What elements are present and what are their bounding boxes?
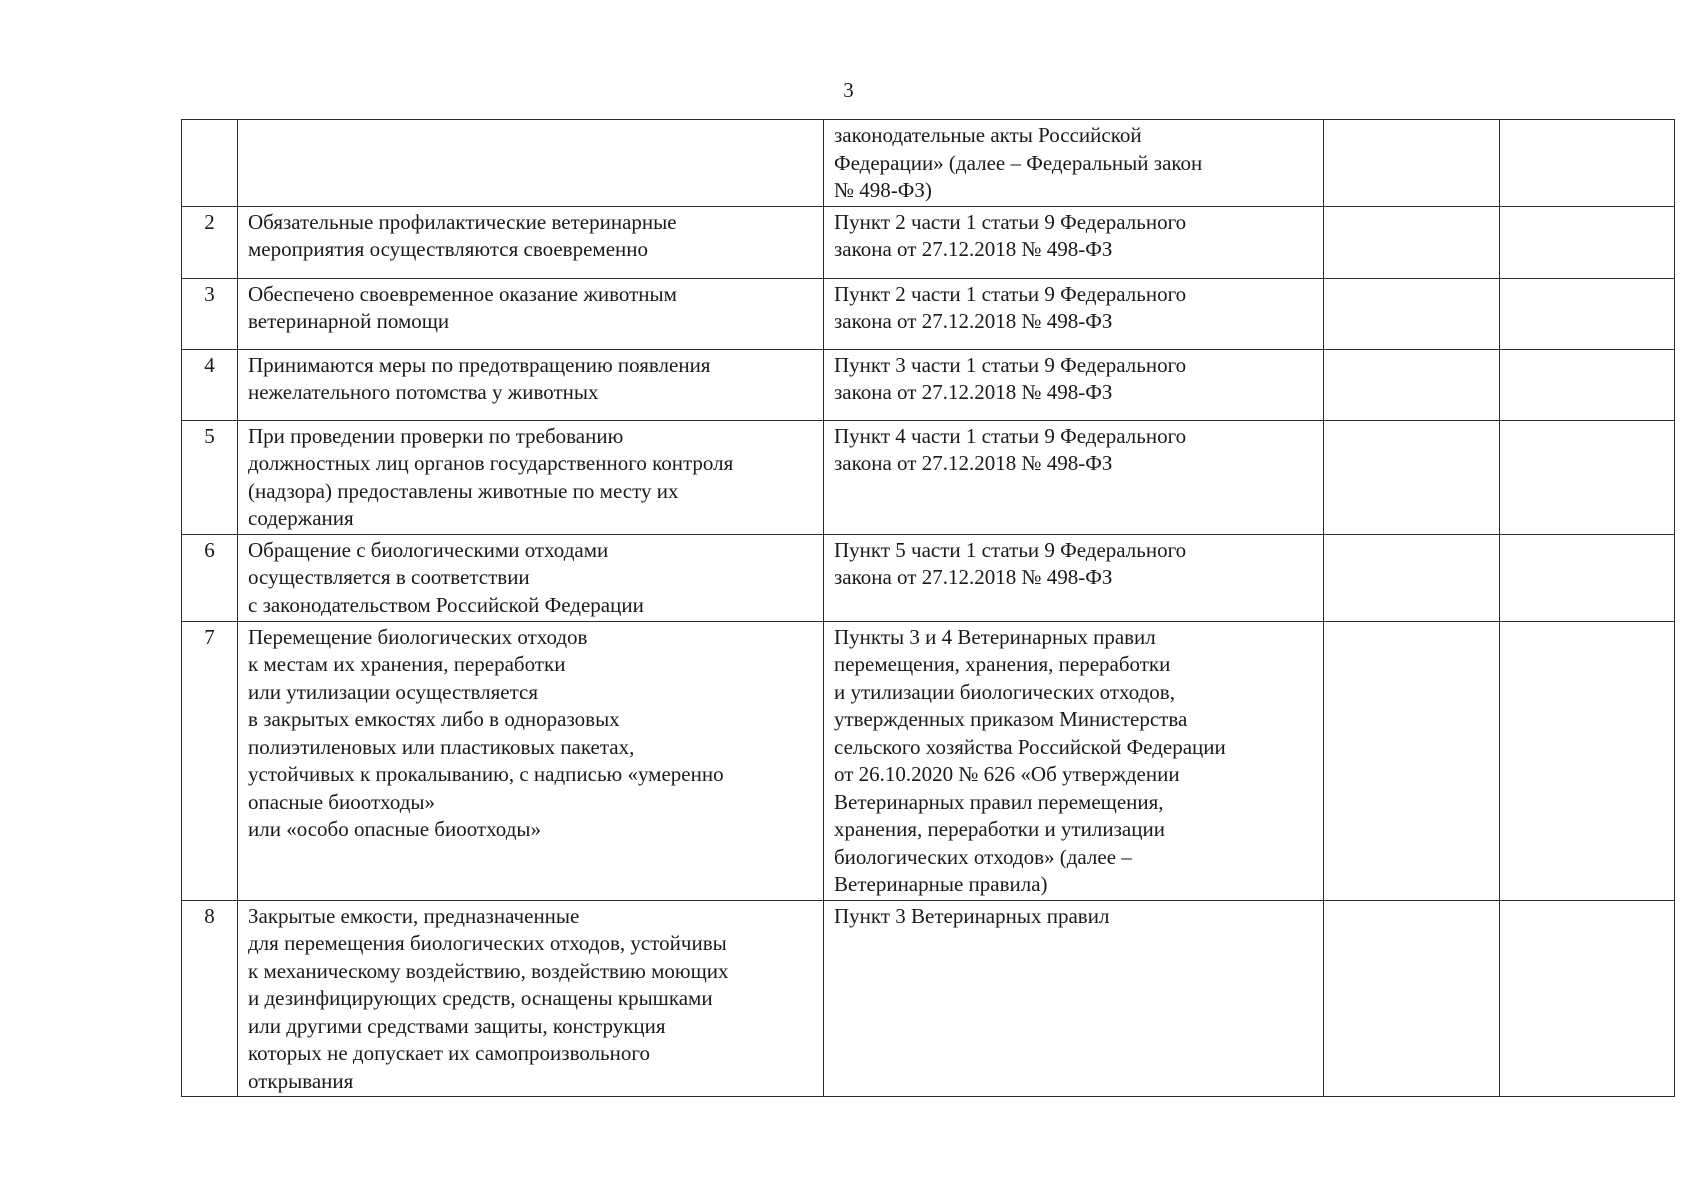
answer-cell — [1324, 621, 1500, 900]
legal-reference-cell: Пункт 2 части 1 статьи 9 Федерального закона от 27.12.2018 № 498-ФЗ — [824, 206, 1324, 278]
legal-reference-cell: Пункт 3 части 1 статьи 9 Федерального закона от 27.12.2018 № 498-ФЗ — [824, 349, 1324, 420]
legal-reference-cell: Пункт 4 части 1 статьи 9 Федерального закона от 27.12.2018 № 498-ФЗ — [824, 420, 1324, 534]
row-number: 6 — [182, 534, 238, 621]
row-number: 7 — [182, 621, 238, 900]
legal-reference-cell: Пункт 2 части 1 статьи 9 Федерального закона от 27.12.2018 № 498-ФЗ — [824, 278, 1324, 349]
table-row — [182, 621, 1675, 900]
answer-cell — [1324, 206, 1500, 278]
table-row — [182, 534, 1675, 621]
note-cell — [1500, 206, 1675, 278]
row-number: 8 — [182, 900, 238, 1097]
row-number: 2 — [182, 206, 238, 278]
requirement-cell — [238, 120, 824, 207]
legal-reference-cell: Пункты 3 и 4 Ветеринарных правил перемещения, хранения, переработки и утилизации биологических отходов, утвержденных приказом Министерства сельского хозяйства Российской Федерации от 26.10.2020 № 626 «Об утверждении Ветеринарных правил перемещения, хранения, переработки и утилизации биологических отходов» (далее – Ветеринарные правила) — [824, 621, 1324, 900]
requirement-cell: Принимаются меры по предотвращению появления нежелательного потомства у животных — [238, 349, 824, 420]
note-cell — [1500, 420, 1675, 534]
legal-reference-cell: Пункт 3 Ветеринарных правил — [824, 900, 1324, 1097]
answer-cell — [1324, 900, 1500, 1097]
note-cell — [1500, 349, 1675, 420]
requirement-cell: Перемещение биологических отходов к местам их хранения, переработки или утилизации осуществляется в закрытых емкостях либо в одноразовых полиэтиленовых или пластиковых пакетах, устойчивых к прокалыванию, с надписью «умеренно опасные биоотходы» или «особо опасные биоотходы» — [238, 621, 824, 900]
row-number: 4 — [182, 349, 238, 420]
row-number: 5 — [182, 420, 238, 534]
row-number: 3 — [182, 278, 238, 349]
requirement-cell: Обращение с биологическими отходами осуществляется в соответствии с законодательством Российской Федерации — [238, 534, 824, 621]
table-row — [182, 349, 1675, 420]
page-number: 3 — [843, 78, 854, 102]
table-row — [182, 900, 1675, 1097]
note-cell — [1500, 621, 1675, 900]
requirement-cell: Обеспечено своевременное оказание животным ветеринарной помощи — [238, 278, 824, 349]
table-body — [182, 120, 1675, 1097]
checklist-table — [181, 119, 1675, 1097]
table-row — [182, 120, 1675, 207]
table-row — [182, 206, 1675, 278]
row-number — [182, 120, 238, 207]
note-cell — [1500, 120, 1675, 207]
requirement-cell: Обязательные профилактические ветеринарные мероприятия осуществляются своевременно — [238, 206, 824, 278]
answer-cell — [1324, 278, 1500, 349]
table-row — [182, 420, 1675, 534]
note-cell — [1500, 900, 1675, 1097]
note-cell — [1500, 534, 1675, 621]
answer-cell — [1324, 534, 1500, 621]
legal-reference-cell: Пункт 5 части 1 статьи 9 Федерального закона от 27.12.2018 № 498-ФЗ — [824, 534, 1324, 621]
answer-cell — [1324, 420, 1500, 534]
table-row — [182, 278, 1675, 349]
requirement-cell: Закрытые емкости, предназначенные для перемещения биологических отходов, устойчивы к механическому воздействию, воздействию моющих и дезинфицирующих средств, оснащены крышками или другими средствами защиты, конструкция которых не допускает их самопроизвольного открывания — [238, 900, 824, 1097]
answer-cell — [1324, 349, 1500, 420]
requirement-cell: При проведении проверки по требованию должностных лиц органов государственного контроля (надзора) предоставлены животные по месту их содержания — [238, 420, 824, 534]
note-cell — [1500, 278, 1675, 349]
answer-cell — [1324, 120, 1500, 207]
legal-reference-cell: законодательные акты Российской Федерации» (далее – Федеральный закон № 498-ФЗ) — [824, 120, 1324, 207]
